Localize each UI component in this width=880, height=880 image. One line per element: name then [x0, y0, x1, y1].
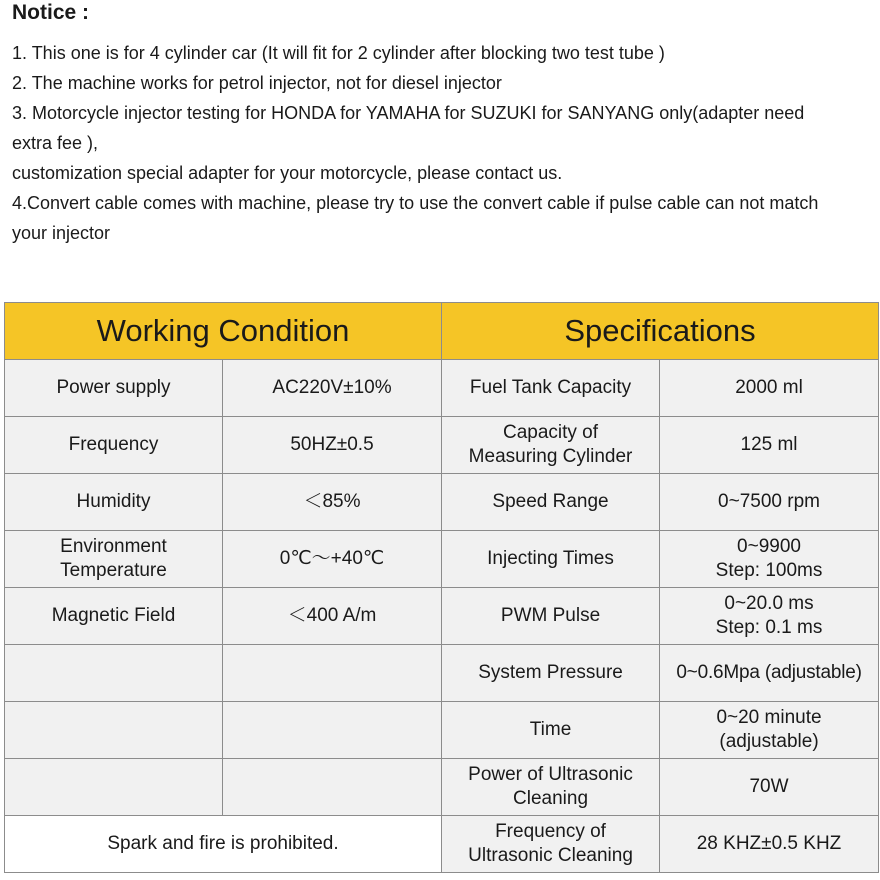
table-row — [5, 702, 879, 759]
table-row — [5, 531, 879, 588]
working-condition-label: Frequency — [5, 417, 223, 474]
working-condition-value: ＜400 A/m — [223, 588, 442, 645]
spec-label: Capacity of Measuring Cylinder — [442, 417, 660, 474]
spec-label: PWM Pulse — [442, 588, 660, 645]
table-row — [5, 588, 879, 645]
spec-label: Power of Ultrasonic Cleaning — [442, 759, 660, 816]
spec-value: 125 ml — [660, 417, 879, 474]
working-condition-label: Power supply — [5, 360, 223, 417]
working-condition-header: Working Condition — [5, 303, 442, 360]
spec-table-header-row — [5, 303, 879, 360]
table-row — [5, 360, 879, 417]
notice-line: your injector — [12, 223, 111, 243]
specifications-header: Specifications — [442, 303, 879, 360]
spec-value: 0~9900 Step: 100ms — [660, 531, 879, 588]
spec-table — [4, 302, 879, 873]
spec-value: 0~7500 rpm — [660, 474, 879, 531]
empty-cell — [223, 645, 442, 702]
working-condition-value: AC220V±10% — [223, 360, 442, 417]
spec-value: 28 KHZ±0.5 KHZ — [660, 816, 879, 873]
empty-cell — [5, 645, 223, 702]
spec-value: 70W — [660, 759, 879, 816]
spec-label: Frequency of Ultrasonic Cleaning — [442, 816, 660, 873]
notice-section — [12, 0, 876, 248]
spec-label: Speed Range — [442, 474, 660, 531]
empty-cell — [223, 759, 442, 816]
notice-line: 2. The machine works for petrol injector, not for diesel injector — [12, 73, 502, 93]
notice-line: customization special adapter for your motorcycle, please contact us. — [12, 163, 563, 183]
table-row — [5, 759, 879, 816]
fire-warning: Spark and fire is prohibited. — [5, 816, 442, 873]
spec-label: System Pressure — [442, 645, 660, 702]
working-condition-value: 0℃～+40℃ — [223, 531, 442, 588]
working-condition-label: Magnetic Field — [5, 588, 223, 645]
table-row — [5, 645, 879, 702]
empty-cell — [5, 702, 223, 759]
working-condition-value: ＜85% — [223, 474, 442, 531]
notice-title: Notice : — [12, 1, 90, 24]
spec-value: 0~20 minute (adjustable) — [660, 702, 879, 759]
table-row — [5, 816, 879, 873]
table-row — [5, 417, 879, 474]
notice-line: 4.Convert cable comes with machine, please try to use the convert cable if pulse cable can not match — [12, 193, 819, 213]
notice-line: 1. This one is for 4 cylinder car (It will fit for 2 cylinder after blocking two test tube ) — [12, 43, 665, 63]
working-condition-label: Environment Temperature — [5, 531, 223, 588]
spec-label: Time — [442, 702, 660, 759]
spec-value: 2000 ml — [660, 360, 879, 417]
spec-label: Injecting Times — [442, 531, 660, 588]
table-row — [5, 474, 879, 531]
working-condition-label: Humidity — [5, 474, 223, 531]
empty-cell — [5, 759, 223, 816]
spec-value: 0~20.0 ms Step: 0.1 ms — [660, 588, 879, 645]
spec-value: 0~0.6Mpa (adjustable) — [660, 645, 879, 702]
empty-cell — [223, 702, 442, 759]
spec-label: Fuel Tank Capacity — [442, 360, 660, 417]
notice-line: 3. Motorcycle injector testing for HONDA for YAMAHA for SUZUKI for SANYANG only(adapter need — [12, 103, 805, 123]
notice-line: extra fee ), — [12, 133, 99, 153]
working-condition-value: 50HZ±0.5 — [223, 417, 442, 474]
